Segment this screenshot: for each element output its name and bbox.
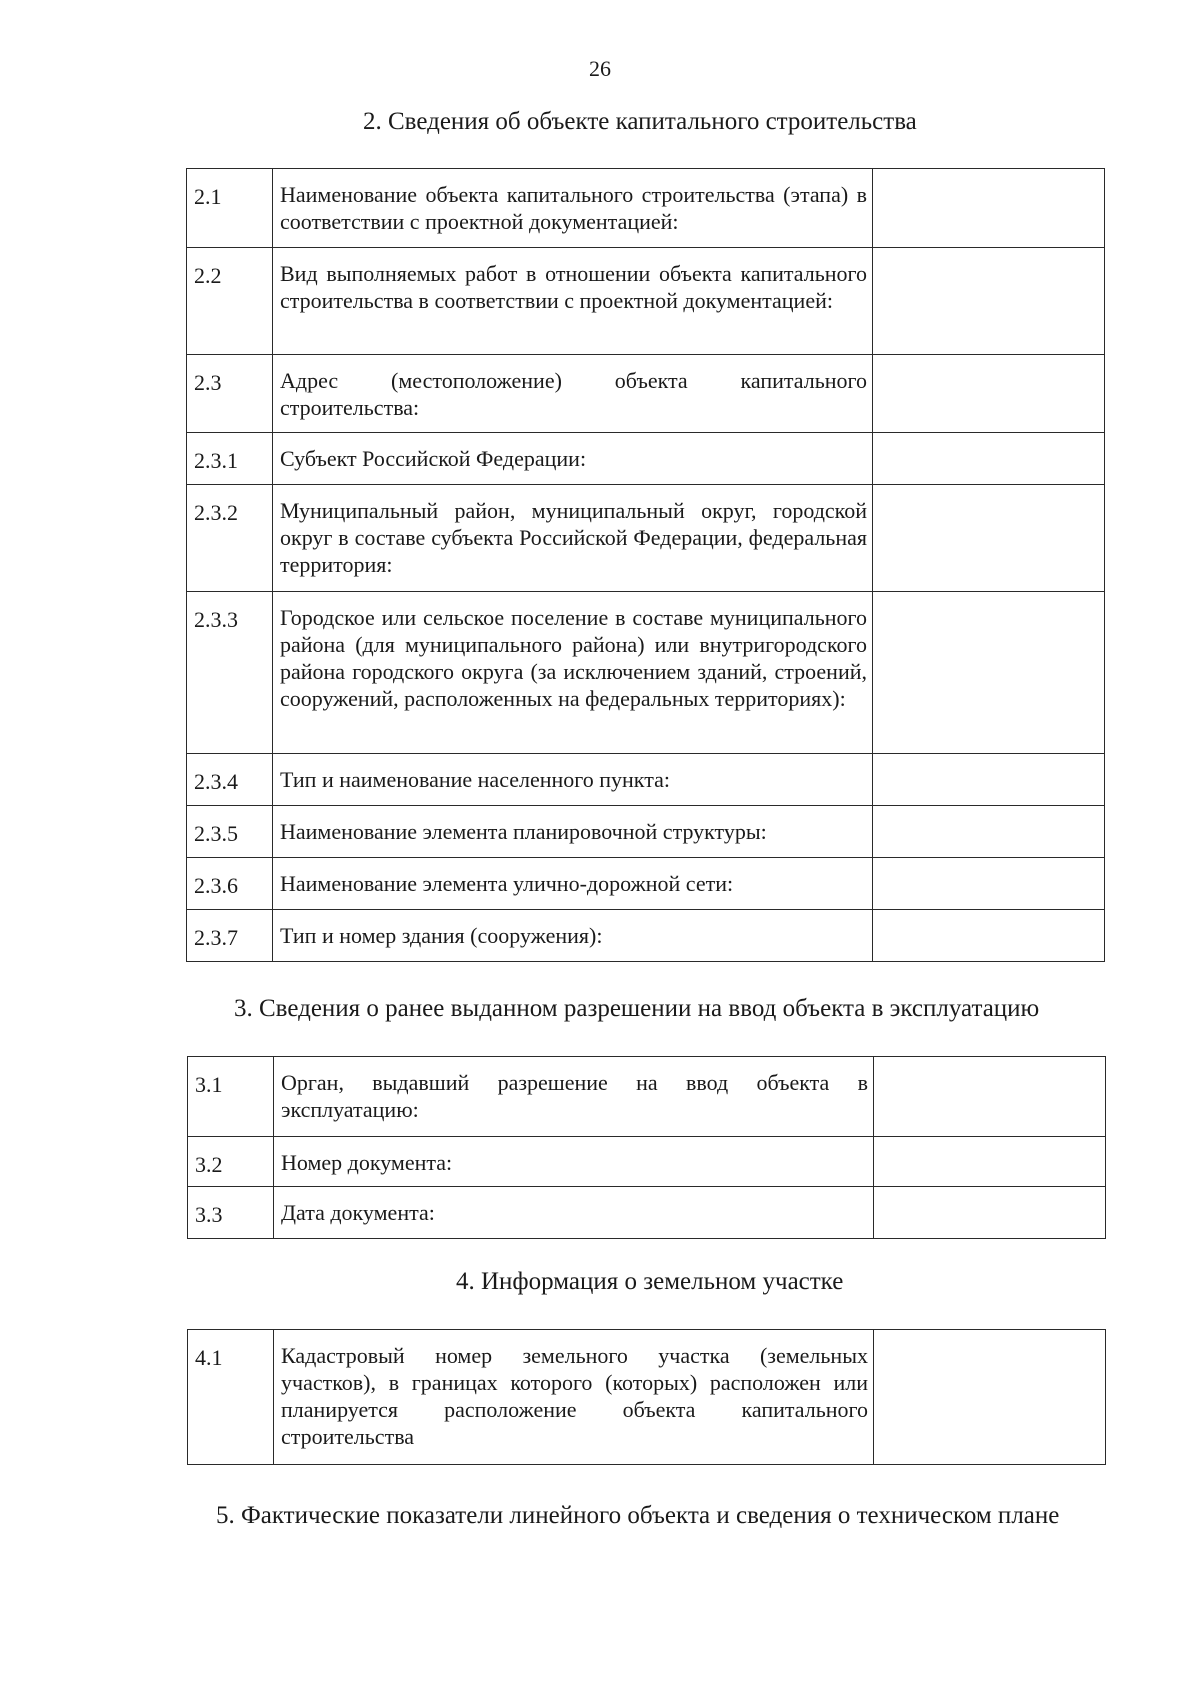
row-label: Дата документа: [274, 1187, 874, 1239]
row-label: Вид выполняемых работ в отношении объекта капитального строительства в соответствии с проектной документацией: [273, 248, 873, 355]
section-3-table [187, 1056, 1106, 1239]
row-label: Наименование элемента планировочной структуры: [273, 806, 873, 858]
table-row [187, 592, 1105, 754]
section-4-table [187, 1329, 1106, 1465]
table-row [187, 355, 1105, 433]
row-value-field[interactable] [873, 592, 1105, 754]
row-value-field[interactable] [873, 169, 1105, 248]
row-label: Городское или сельское поселение в составе муниципального района (для муниципального района) или внутригородского района городского округа (за исключением зданий, строений, сооружений, расположенных на федеральных территориях): [273, 592, 873, 754]
row-label: Тип и наименование населенного пункта: [273, 754, 873, 806]
row-label: Номер документа: [274, 1137, 874, 1187]
row-value-field[interactable] [873, 910, 1105, 962]
table-row [187, 858, 1105, 910]
row-number: 4.1 [188, 1330, 274, 1465]
row-label: Наименование объекта капитального строительства (этапа) в соответствии с проектной документацией: [273, 169, 873, 248]
row-number: 2.3 [187, 355, 273, 433]
row-number: 2.3.6 [187, 858, 273, 910]
row-value-field[interactable] [873, 433, 1105, 485]
page-number: 26 [589, 56, 611, 81]
row-number: 3.1 [188, 1057, 274, 1137]
row-value-field[interactable] [873, 248, 1105, 355]
row-number: 2.3.3 [187, 592, 273, 754]
row-number: 3.2 [188, 1137, 274, 1187]
row-value-field[interactable] [874, 1137, 1106, 1187]
table-row [187, 910, 1105, 962]
row-label: Тип и номер здания (сооружения): [273, 910, 873, 962]
section-5-title: 5. Фактические показатели линейного объекта и сведения о техническом плане [216, 1502, 1060, 1529]
table-row [187, 485, 1105, 592]
row-number: 2.3.1 [187, 433, 273, 485]
section-4-title: 4. Информация о земельном участке [456, 1268, 844, 1295]
row-number: 2.3.5 [187, 806, 273, 858]
row-value-field[interactable] [873, 806, 1105, 858]
table-row [187, 169, 1105, 248]
table-row [188, 1330, 1106, 1465]
table-row [187, 248, 1105, 355]
row-label: Субъект Российской Федерации: [273, 433, 873, 485]
row-number: 2.3.4 [187, 754, 273, 806]
row-number: 2.2 [187, 248, 273, 355]
section-2-title: 2. Сведения об объекте капитального строительства [363, 108, 917, 135]
table-row [187, 754, 1105, 806]
row-number: 2.3.2 [187, 485, 273, 592]
table-row [187, 806, 1105, 858]
row-value-field[interactable] [874, 1330, 1106, 1465]
row-label: Кадастровый номер земельного участка (земельных участков), в границах которого (которых) расположен или планируется расположение объекта капитального строительства [274, 1330, 874, 1465]
section-2-table [186, 168, 1105, 962]
row-value-field[interactable] [873, 355, 1105, 433]
row-number: 2.1 [187, 169, 273, 248]
table-row [188, 1057, 1106, 1137]
table-row [188, 1137, 1106, 1187]
row-label: Орган, выдавший разрешение на ввод объекта в эксплуатацию: [274, 1057, 874, 1137]
row-label: Наименование элемента улично-дорожной сети: [273, 858, 873, 910]
row-value-field[interactable] [874, 1187, 1106, 1239]
table-row [187, 433, 1105, 485]
row-number: 3.3 [188, 1187, 274, 1239]
row-value-field[interactable] [873, 858, 1105, 910]
section-3-title: 3. Сведения о ранее выданном разрешении на ввод объекта в эксплуатацию [234, 995, 1040, 1022]
row-label: Адрес (местоположение) объекта капитального строительства: [273, 355, 873, 433]
table-row [188, 1187, 1106, 1239]
row-value-field[interactable] [873, 754, 1105, 806]
row-label: Муниципальный район, муниципальный округ, городской округ в составе субъекта Российской Федерации, федеральная территория: [273, 485, 873, 592]
row-value-field[interactable] [873, 485, 1105, 592]
row-number: 2.3.7 [187, 910, 273, 962]
row-value-field[interactable] [874, 1057, 1106, 1137]
